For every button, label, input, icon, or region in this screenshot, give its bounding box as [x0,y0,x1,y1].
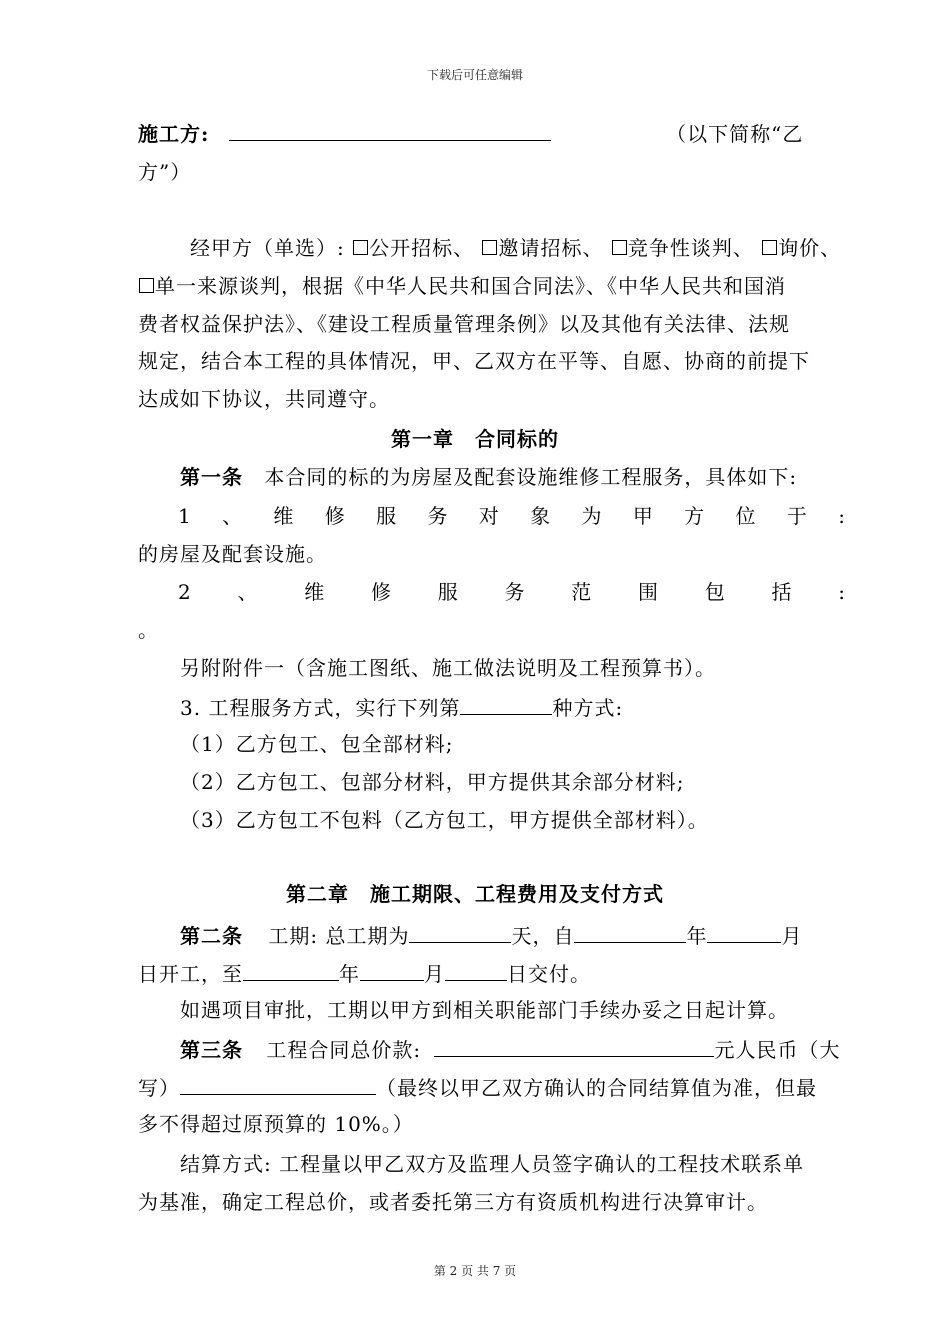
article-3-label: 第三条 [180,1038,243,1062]
intro-line-2 [138,272,786,300]
article-3-line-1 [180,1034,840,1064]
item-1-char: 务 [427,504,449,528]
item-2-cont: 。 [138,618,159,642]
checkbox-icon [353,240,368,255]
intro-line-1 [190,234,841,262]
article-3-text: 写） [138,1076,180,1100]
item-2-char: 服 [437,580,459,604]
option-inquiry: 询价、 [778,236,842,260]
contractor-suffix-cont: 方”） [138,160,192,184]
option-invited-tender: 邀请招标、 [498,236,604,260]
item-1-char: 象 [530,504,552,528]
item-1-char: 维 [273,504,295,528]
article-3-text: 元人民币（大 [714,1038,841,1062]
item-1-char: 于 [786,504,808,528]
method-option-3: （3）乙方包工不包料（乙方包工，甲方提供全部材料）。 [180,808,709,832]
article-2-line-2 [138,958,591,988]
item-2-line [178,578,846,606]
article-2-line-1 [180,920,802,950]
item-2-char: 、 [237,580,259,604]
item-2-char: : [838,580,846,604]
method-option-1: （1）乙方包工、包全部材料; [180,732,454,756]
item-1-char: 位 [735,504,757,528]
article-2-text: 年 [686,924,708,948]
settlement-line-2: 为基准，确定工程总价，或者委托第三方有资质机构进行决算审计。 [138,1190,768,1214]
item-2-char: 包 [704,580,726,604]
article-2-label: 第二条 [180,924,243,948]
article-1-label: 第一条 [180,465,243,489]
article-2-text: 工期: 总工期为 [268,924,410,948]
item-1-char: 为 [581,504,603,528]
article-3-text: （最终以甲乙双方确认的合同结算值为准，但最 [376,1076,817,1100]
intro-lead: 经甲方（单选）: [190,236,345,260]
item-2-char: 围 [637,580,659,604]
chapter-1-title: 第一章 合同标的 [391,427,559,451]
item-2-char: 括 [771,580,793,604]
item-2-char: 2 [178,580,192,604]
method-blank [460,692,552,715]
item-3-text-b: 种方式: [552,696,624,720]
item-1-char: : [838,504,846,528]
article-3-line-3: 多不得超过原预算的 10%。） [138,1112,414,1136]
method-option-2: （2）乙方包工、包部分材料，甲方提供其余部分材料; [180,770,685,794]
item-3-line [180,692,623,722]
article-2-text: 月 [781,924,803,948]
item-1-char: 修 [324,504,346,528]
page-header: 下载后可任意编辑 [426,68,523,82]
item-1-char: 1 [178,504,192,528]
checkbox-icon [762,240,777,255]
option-open-tender: 公开招标、 [369,236,475,260]
contractor-suffix: （以下简称“乙 [666,122,804,146]
article-2-text: 月 [424,962,445,986]
intro-line-4: 规定，结合本工程的具体情况，甲、乙双方在平等、自愿、协商的前提下 [138,349,810,373]
chapter-2-title: 第二章 施工期限、工程费用及支付方式 [286,882,664,906]
settlement-line-1: 结算方式: 工程量以甲乙双方及监理人员签字确认的工程技术联系单 [180,1152,805,1176]
article-1-text: 本合同的标的为房屋及配套设施维修工程服务，具体如下: [264,465,798,489]
price-in-words-blank [180,1072,376,1095]
option-single-source: 单一来源谈判，根据《中华人民共和国合同法》、《中华人民共和国消 [155,274,786,298]
start-month-blank [707,920,781,943]
item-2-char: 务 [504,580,526,604]
contractor-label: 施工方: [138,122,210,146]
item-2-char: 范 [571,580,593,604]
option-competitive-negotiation: 竞争性谈判、 [627,236,754,260]
article-3-line-2 [138,1072,817,1102]
article-2-text: 日交付。 [507,962,591,986]
end-month-blank [360,958,424,981]
page-footer: 第 2 页 共 7 页 [433,1264,517,1278]
item-1-char: 对 [478,504,500,528]
item-1-char: 方 [684,504,706,528]
checkbox-icon [612,240,627,255]
item-2-char: 维 [304,580,326,604]
end-year-blank [243,958,339,981]
attachment-note: 另附附件一（含施工图纸、施工做法说明及工程预算书）。 [180,656,716,680]
contractor-line [138,118,803,148]
contractor-blank [229,118,551,141]
item-3-text-a: 3. 工程服务方式，实行下列第 [180,696,461,720]
article-2-text: 年 [339,962,360,986]
duration-blank [409,920,511,943]
item-1-char: 服 [376,504,398,528]
approval-note: 如遇项目审批，工期以甲方到相关职能部门手续办妥之日起计算。 [180,998,789,1022]
article-1 [180,463,797,491]
intro-line-3: 费者权益保护法》、《建设工程质量管理条例》以及其他有关法律、法规 [138,312,790,336]
item-1-char: 、 [222,504,244,528]
item-1-cont: 的房屋及配套设施。 [138,542,327,566]
checkbox-icon [139,278,154,293]
item-2-char: 修 [370,580,392,604]
article-2-text: 日开工，至 [138,962,243,986]
end-day-blank [445,958,507,981]
start-year-blank [574,920,686,943]
total-price-blank [434,1034,714,1057]
article-3-text: 工程合同总价款: [266,1038,422,1062]
checkbox-icon [482,240,497,255]
item-1-line [178,502,846,530]
item-1-char: 甲 [632,504,654,528]
intro-line-5: 达成如下协议，共同遵守。 [138,387,390,411]
article-2-text: 天，自 [511,924,575,948]
